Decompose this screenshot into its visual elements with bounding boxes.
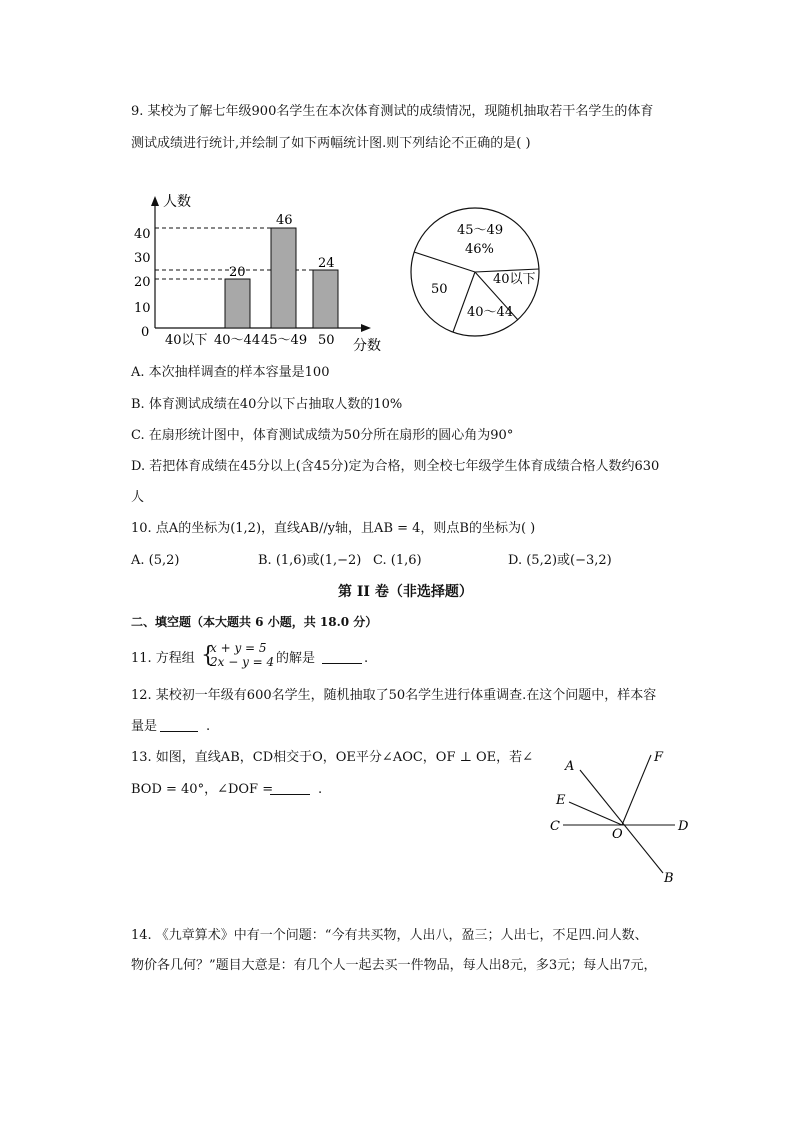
cat-label-40-44: 40～44 — [214, 333, 261, 348]
q13-answer-blank[interactable] — [270, 782, 310, 795]
label-d: D — [678, 819, 689, 834]
bar-label-46: 46 — [276, 213, 293, 228]
bar-label-24: 24 — [318, 256, 335, 271]
q9-option-d: D. 若把体育成绩在45分以上(含45分)定为合格，则全校七年级学生体育成绩合格人数约630 — [131, 459, 660, 474]
line-ab — [580, 770, 663, 873]
q13-line2: BOD = 40°，∠DOF = — [131, 782, 274, 797]
q10-stem: 10. 点A的坐标为(1,2)，直线AB//y轴，且AB = 4，则点B的坐标为( ) — [131, 521, 536, 536]
y-axis-arrow — [151, 196, 159, 206]
q11-answer-blank[interactable] — [322, 651, 362, 664]
bar-label-20: 20 — [229, 265, 246, 280]
bar-45-49 — [271, 228, 296, 328]
bar-chart — [125, 188, 390, 358]
pie-label-40-44: 40～44 — [467, 305, 514, 320]
ray-of — [622, 755, 651, 825]
q9-stem-line1: 9. 某校为了解七年级900名学生在本次体育测试的成绩情况，现随机抽取若干名学生的体育 — [131, 104, 654, 119]
q10-option-b: B. (1,6)或(1,−2) — [258, 553, 362, 568]
label-e: E — [556, 793, 566, 808]
q9-option-b: B. 体育测试成绩在40分以下占抽取人数的10% — [131, 397, 403, 412]
y-tick-40: 40 — [134, 227, 151, 242]
section-part-heading: 二、填空题（本大题共 6 小题，共 18.0 分） — [131, 615, 378, 629]
section-title: 第 II 卷（非选择题） — [338, 584, 473, 600]
q11-suffix: 的解是 — [276, 651, 316, 666]
pie-label-under40: 40以下 — [493, 272, 536, 287]
q9-stem-line2: 测试成绩进行统计,并绘制了如下两幅统计图.则下列结论不正确的是( ) — [131, 136, 531, 151]
label-f: F — [654, 750, 664, 765]
q12-line2: 量是 — [131, 719, 158, 734]
pie-divider-4 — [453, 272, 475, 332]
q12-end: . — [206, 719, 211, 734]
pie-label-45-49: 45～49 — [457, 223, 504, 238]
label-b: B — [664, 871, 674, 886]
label-c: C — [550, 819, 560, 834]
q11-end: . — [364, 651, 369, 666]
q13-end: . — [318, 782, 323, 797]
y-tick-10: 10 — [134, 301, 151, 316]
q9-option-c: C. 在扇形统计图中，体育测试成绩为50分所在扇形的圆心角为90° — [131, 428, 514, 443]
q11-prefix: 11. 方程组 — [131, 651, 195, 666]
q10-option-c: C. (1,6) — [373, 553, 422, 568]
y-tick-20: 20 — [134, 275, 151, 290]
bar-40-44 — [225, 279, 250, 328]
y-axis-label: 人数 — [163, 194, 191, 210]
label-a: A — [565, 759, 575, 774]
y-tick-0: 0 — [141, 325, 150, 340]
cat-label-under40: 40以下 — [165, 333, 208, 348]
q10-option-a: A. (5,2) — [131, 553, 180, 568]
q11-eq2: 2x − y = 4 — [210, 655, 275, 669]
q11-brace: { — [201, 643, 215, 668]
q13-line1: 13. 如图，直线AB，CD相交于O，OE平分∠AOC，OF ⊥ OE，若∠ — [131, 750, 534, 765]
q12-answer-blank[interactable] — [160, 719, 198, 732]
q9-option-d-cont: 人 — [131, 490, 145, 505]
pie-label-46pct: 46% — [465, 242, 494, 257]
ray-oe — [569, 802, 622, 825]
q12-line1: 12. 某校初一年级有600名学生，随机抽取了50名学生进行体重调查.在这个问题中，样本容 — [131, 688, 657, 703]
label-o: O — [612, 827, 623, 842]
q14-line1: 14. 《九章算术》中有一个问题：“今有共买物，人出八，盈三；人出七，不足四.问人数、 — [131, 928, 648, 943]
cat-label-50: 50 — [318, 333, 335, 348]
x-axis-label: 分数 — [353, 338, 381, 354]
bar-50 — [313, 270, 338, 328]
q9-option-a: A. 本次抽样调查的样本容量是100 — [131, 365, 330, 380]
q14-line2: 物价各几何？”题目大意是：有几个人一起去买一件物品，每人出8元，多3元；每人出7元， — [131, 958, 657, 973]
cat-label-45-49: 45～49 — [261, 333, 308, 348]
q11-eq1: x + y = 5 — [210, 641, 267, 655]
q10-option-d: D. (5,2)或(−3,2) — [508, 553, 612, 568]
q13-figure — [545, 745, 705, 890]
x-axis-arrow — [361, 324, 371, 332]
pie-chart — [405, 205, 545, 340]
y-tick-30: 30 — [134, 251, 151, 266]
pie-label-50: 50 — [431, 282, 448, 297]
